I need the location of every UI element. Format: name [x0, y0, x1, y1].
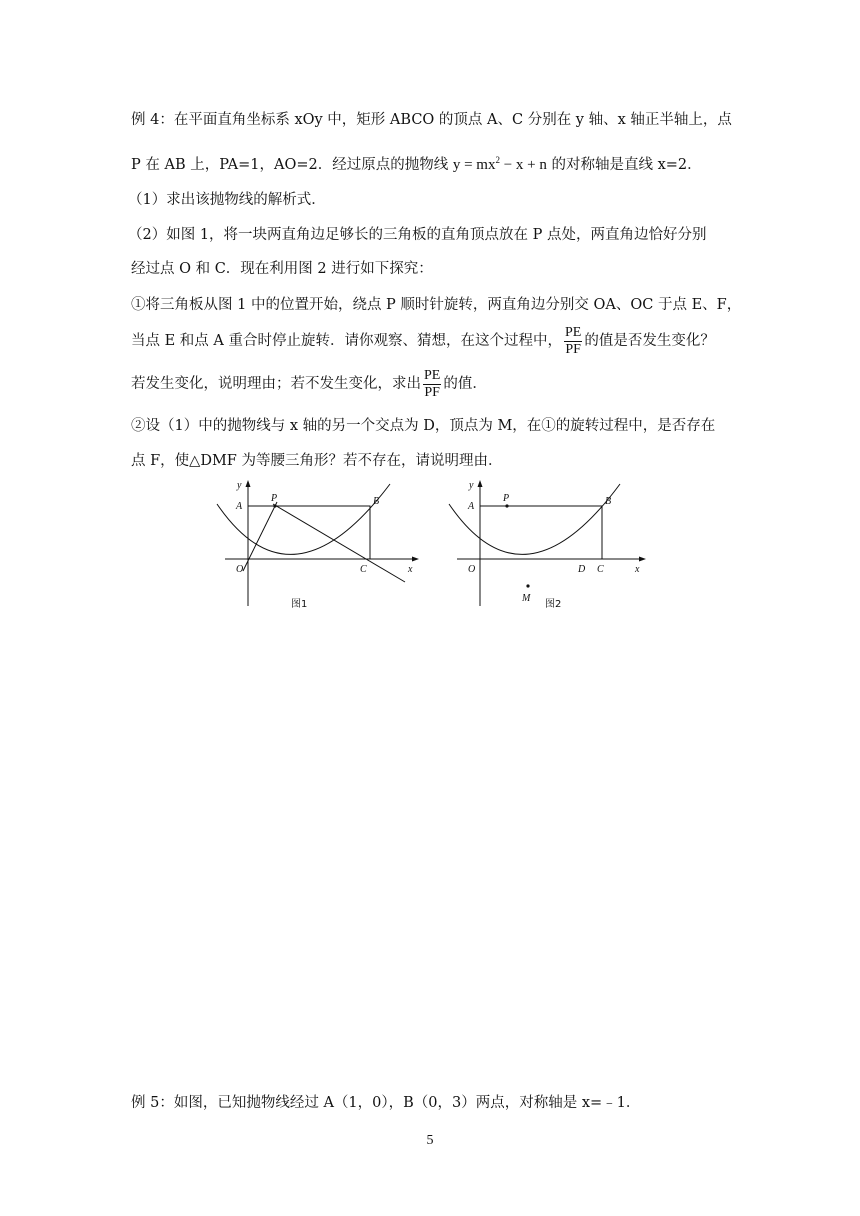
ex4-line-2-post: 的对称轴是直线 x=2． — [546, 157, 702, 173]
fraction-pe-pf-2 — [423, 368, 441, 401]
figure-1-caption: 图1 — [291, 599, 308, 610]
y-axis-arrow — [246, 480, 251, 487]
figure-2 — [437, 476, 657, 616]
figure-1 — [205, 476, 425, 616]
label-p: P — [271, 493, 278, 504]
parabola — [217, 484, 390, 554]
page-number: 5 — [426, 1133, 434, 1148]
question-2-line-2: 经过点 O 和 C．现在利用图 2 进行如下探究： — [131, 261, 433, 277]
label-x: x — [408, 564, 413, 575]
label-x: x — [635, 564, 640, 575]
label-c: C — [597, 564, 604, 575]
figure-2-diagram — [437, 476, 657, 616]
sub-question-1-line-3-post: 的值． — [443, 376, 487, 392]
fraction-pe-pf — [564, 325, 582, 358]
sub-question-1-line-2-pre: 当点 E 和点 A 重合时停止旋转．请你观察、猜想，在这个过程中， — [131, 333, 562, 349]
label-p: P — [503, 493, 510, 504]
figure-1-diagram — [205, 476, 425, 616]
label-o: O — [236, 564, 244, 575]
label-c: C — [360, 564, 367, 575]
label-a: A — [468, 501, 475, 512]
label-o: O — [468, 564, 476, 575]
question-2-line-1: （2）如图 1，将一块两直角边足够长的三角板的直角顶点放在 P 点处，两直角边恰好分别 — [128, 227, 707, 243]
ex4-line-1: 例 4：在平面直角坐标系 xOy 中，矩形 ABCO 的顶点 A、C 分别在 y 轴、x 轴正半轴上，点 — [131, 112, 732, 128]
question-1: （1）求出该抛物线的解析式． — [128, 192, 326, 208]
parabola — [449, 484, 620, 554]
figure-2-caption: 图2 — [545, 599, 562, 610]
fraction-denominator: PF — [565, 341, 581, 357]
fraction-denominator: PF — [424, 384, 440, 400]
label-b: B — [605, 496, 612, 507]
y-axis-arrow — [478, 480, 483, 487]
sub-question-2-line-1: ②设（1）中的抛物线与 x 轴的另一个交点为 D，顶点为 M，在①的旋转过程中，是否存在 — [131, 418, 716, 434]
sub-question-1-line-1: ①将三角板从图 1 中的位置开始，绕点 P 顺时针旋转，两直角边分别交 OA、OC 于点 E、F， — [131, 297, 742, 313]
sub-question-1-line-2-post: 的值是否发生变化？ — [584, 333, 715, 349]
sub-question-1-line-3-pre: 若发生变化，说明理由；若不发生变化，求出 — [131, 376, 421, 392]
sub-question-1-line-3 — [131, 365, 487, 403]
point-m — [526, 584, 529, 587]
label-a: A — [236, 501, 243, 512]
fraction-numerator: PE — [565, 324, 582, 340]
x-axis-arrow — [639, 557, 646, 562]
leg-pc — [273, 504, 405, 582]
parabola-formula — [453, 157, 547, 173]
label-y: y — [237, 480, 242, 491]
ex5-line: 例 5：如图，已知抛物线经过 A（1，0），B（0，3）两点，对称轴是 x=﹣1． — [131, 1095, 641, 1111]
sub-question-2-line-2: 点 F，使△DMF 为等腰三角形？若不存在，请说明理由． — [131, 453, 503, 469]
label-d: D — [578, 564, 586, 575]
ex4-line-2 — [131, 150, 702, 175]
formula-exponent: 2 — [495, 155, 500, 165]
point-p — [273, 504, 276, 507]
fraction-numerator: PE — [424, 367, 441, 383]
label-b: B — [373, 496, 380, 507]
ex4-line-2-pre: P 在 AB 上，PA=1，AO=2．经过原点的抛物线 — [131, 157, 453, 173]
formula-part-b: − x + n — [499, 157, 547, 173]
label-m: M — [522, 593, 531, 604]
formula-part-a: y = mx — [452, 157, 496, 173]
sub-question-1-line-2 — [131, 322, 715, 360]
point-p — [505, 504, 508, 507]
x-axis-arrow — [412, 557, 419, 562]
label-y: y — [469, 480, 474, 491]
